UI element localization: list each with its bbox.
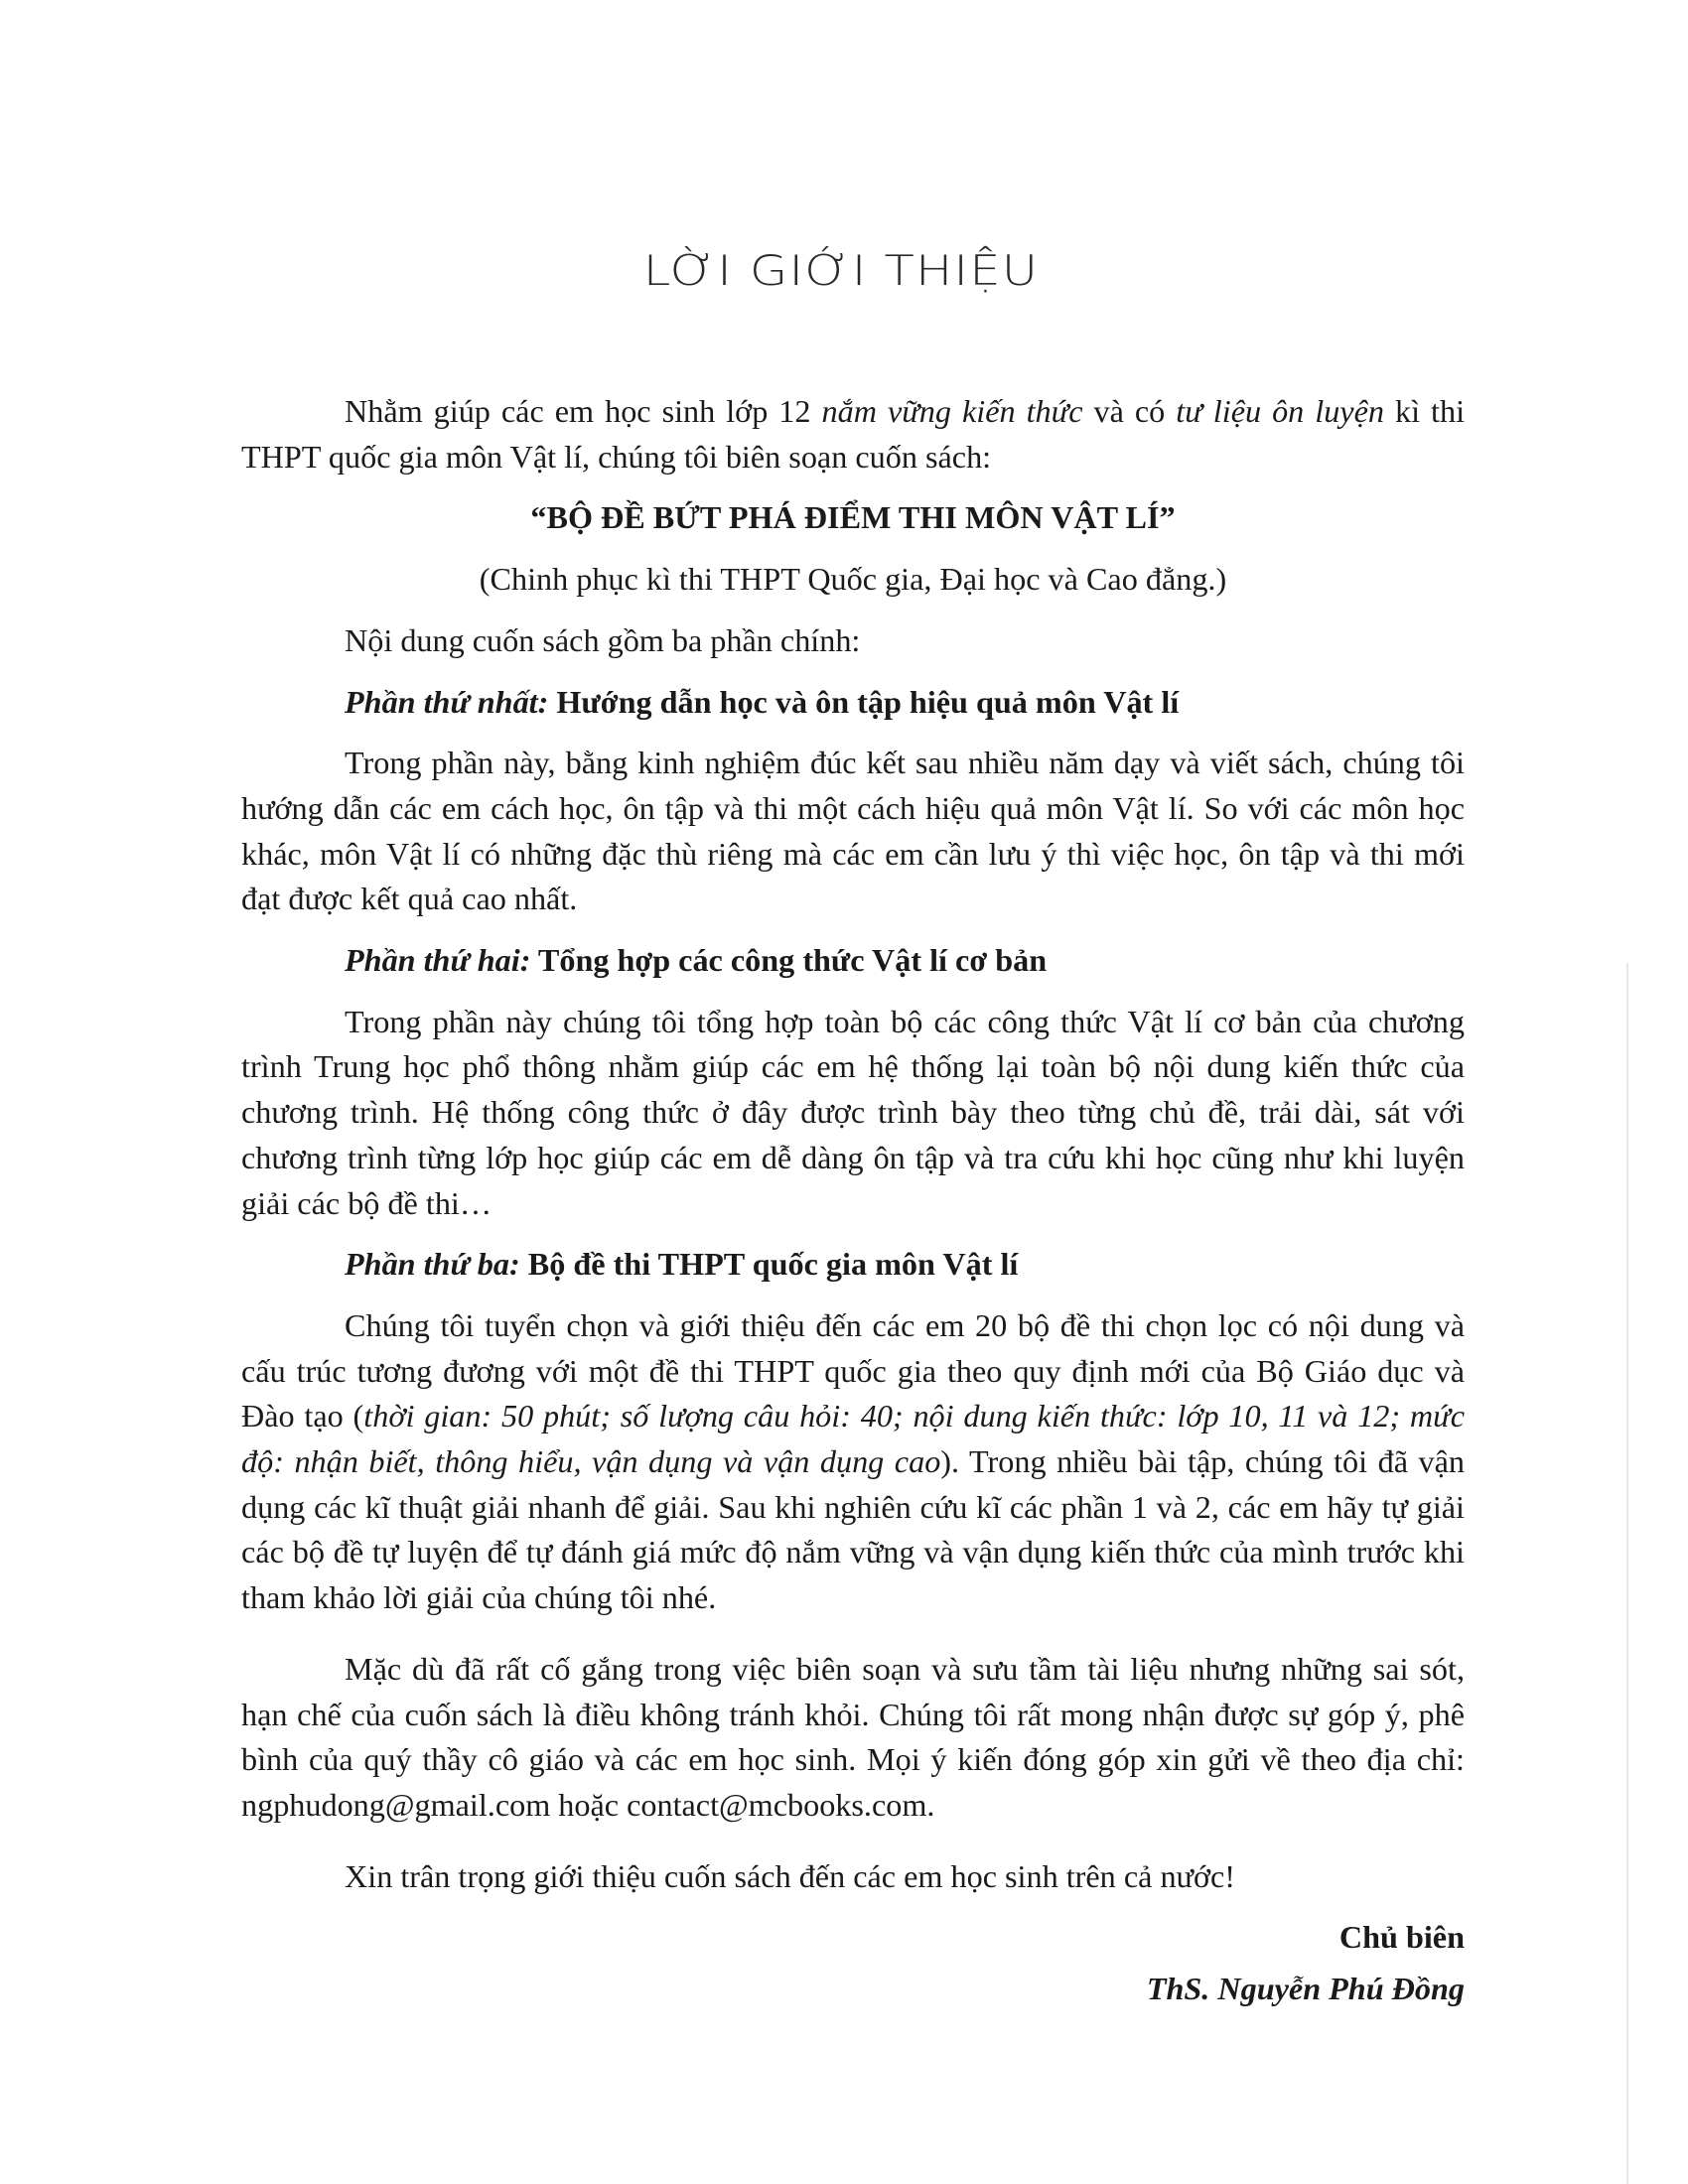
- part1-heading: [241, 680, 1465, 726]
- part2-heading: [241, 938, 1465, 984]
- final-line: Xin trân trọng giới thiệu cuốn sách đến các em học sinh trên cả nước!: [345, 1857, 1236, 1894]
- part1-label: Phần thứ nhất:: [345, 683, 549, 720]
- part2-title: Tổng hợp các công thức Vật lí cơ bản: [530, 942, 1048, 979]
- book-subtitle: (Chinh phục kì thi THPT Quốc gia, Đại học và Cao đẳng.): [479, 561, 1227, 598]
- signature-role: Chủ biên: [1338, 1919, 1465, 1956]
- signature-name: ThS. Nguyễn Phú Đồng: [1146, 1971, 1465, 2007]
- part1-title: Hướng dẫn học và ôn tập hiệu quả môn Vật lí: [548, 683, 1180, 720]
- intro-italic-2: tư liệu ôn luyện: [1176, 393, 1384, 429]
- document-body: [241, 389, 1465, 2012]
- closing-paragraph: Mặc dù đã rất cố gắng trong việc biên soạn và sưu tầm tài liệu nhưng những sai sót, hạn chế của cuốn sách là điều không tránh khỏi. Chúng tôi rất mong nhận được sự góp ý, phê bình của quý thầy cô giáo và các em học sinh. Mọi ý kiến đóng góp xin gửi về theo địa chỉ: ngphudong@gmail.com hoặc contact@mcbooks.com.: [241, 1650, 1465, 1823]
- part3-heading: [241, 1242, 1465, 1288]
- part3-label: Phần thứ ba:: [345, 1246, 520, 1283]
- intro-italic-1: nắm vững kiến thức: [821, 393, 1083, 429]
- part3-body-text-1: Chúng tôi tuyển chọn và giới thiệu đến các em 20 bộ đề thi chọn lọc có nội dung và cấu trúc tương đương với một đề thi THPT quốc gia theo quy định mới của Bộ Giáo dục và Đào tạo (: [241, 1306, 1465, 1434]
- contents-intro: Nội dung cuốn sách gồm ba phần chính:: [345, 621, 861, 658]
- intro-text-3: kì thi THPT quốc gia môn Vật lí, chúng tôi biên soạn cuốn sách:: [241, 393, 1466, 475]
- page-title: LỜI GIỚI THIỆU: [642, 246, 1040, 295]
- part3-body-italic: thời gian: 50 phút; số lượng câu hỏi: 40; nội dung kiến thức: lớp 10, 11 và 12; mức độ: nhận biết, thông hiểu, vận dụng và vận dụng cao: [241, 1398, 1465, 1480]
- part3-body: [241, 1303, 1465, 1621]
- intro-paragraph: [241, 389, 1465, 479]
- intro-text-2: và có: [1082, 393, 1177, 429]
- book-title: “BỘ ĐỀ BỨT PHÁ ĐIỂM THI MÔN VẬT LÍ”: [530, 499, 1176, 536]
- page-edge: [1626, 963, 1628, 2184]
- part3-body-text-2: ). Trong nhiều bài tập, chúng tôi đã vận dụng các kĩ thuật giải nhanh để giải. Sau khi nghiên cứu kĩ các phần 1 và 2, các em hãy tự giải các bộ đề tự luyện để tự đánh giá mức độ nắm vững và vận dụng kiến thức của mình trước khi tham khảo lời giải của chúng tôi nhé.: [241, 1443, 1465, 1616]
- part2-body: Trong phần này chúng tôi tổng hợp toàn bộ các công thức Vật lí cơ bản của chương trình Trung học phổ thông nhằm giúp các em hệ thống lại toàn bộ nội dung kiến thức của chương trình. Hệ thống công thức ở đây được trình bày theo từng chủ đề, trải dài, sát với chương trình từng lớp học giúp các em dễ dàng ôn tập và tra cứu khi học cũng như khi luyện giải các bộ đề thi…: [241, 1003, 1465, 1221]
- part2-label: Phần thứ hai:: [345, 942, 531, 979]
- part3-title: Bộ đề thi THPT quốc gia môn Vật lí: [519, 1246, 1019, 1283]
- intro-text-1: Nhằm giúp các em học sinh lớp 12: [345, 393, 822, 429]
- part1-body: Trong phần này, bằng kinh nghiệm đúc kết sau nhiều năm dạy và viết sách, chúng tôi hướng dẫn các em cách học, ôn tập và thi một cách hiệu quả môn Vật lí. So với các môn học khác, môn Vật lí có những đặc thù riêng mà các em cần lưu ý thì việc học, ôn tập và thi mới đạt được kết quả cao nhất.: [241, 745, 1465, 917]
